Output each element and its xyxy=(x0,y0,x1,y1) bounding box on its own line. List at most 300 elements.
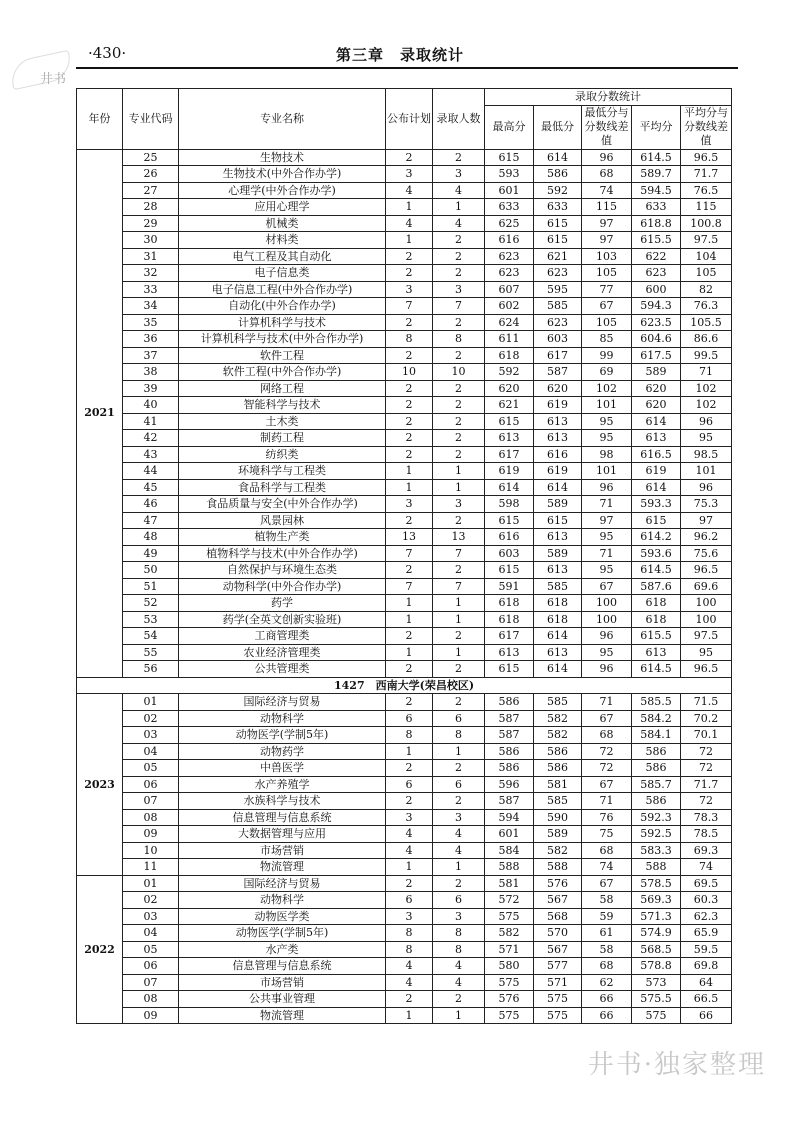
max-cell: 615 xyxy=(485,149,534,166)
avg-diff-cell: 69.6 xyxy=(681,578,732,595)
max-cell: 587 xyxy=(485,793,534,810)
min-diff-cell: 95 xyxy=(582,529,632,546)
min-cell: 614 xyxy=(534,149,582,166)
code-cell: 54 xyxy=(123,628,179,645)
name-cell: 工商管理类 xyxy=(179,628,386,645)
name-cell: 软件工程(中外合作办学) xyxy=(179,364,386,381)
section-row xyxy=(77,677,732,694)
table-row xyxy=(77,413,732,430)
admitted-cell: 1 xyxy=(433,1007,485,1024)
min-cell: 615 xyxy=(534,232,582,249)
avg-cell: 618.8 xyxy=(632,215,681,232)
min-diff-cell: 96 xyxy=(582,661,632,678)
header-max: 最高分 xyxy=(485,105,534,149)
admitted-cell: 2 xyxy=(433,232,485,249)
name-cell: 生物技术(中外合作办学) xyxy=(179,166,386,183)
table-row xyxy=(77,545,732,562)
avg-diff-cell: 100 xyxy=(681,595,732,612)
avg-cell: 623 xyxy=(632,265,681,282)
min-diff-cell: 67 xyxy=(582,710,632,727)
min-cell: 581 xyxy=(534,776,582,793)
max-cell: 618 xyxy=(485,611,534,628)
year-cell: 2021 xyxy=(77,149,123,677)
max-cell: 633 xyxy=(485,199,534,216)
avg-diff-cell: 115 xyxy=(681,199,732,216)
min-diff-cell: 67 xyxy=(582,578,632,595)
avg-diff-cell: 95 xyxy=(681,430,732,447)
code-cell: 09 xyxy=(123,1007,179,1024)
name-cell: 动物科学 xyxy=(179,892,386,909)
admitted-cell: 2 xyxy=(433,397,485,414)
avg-diff-cell: 105.5 xyxy=(681,314,732,331)
name-cell: 土木类 xyxy=(179,413,386,430)
publisher-logo: 井书 xyxy=(40,72,67,87)
max-cell: 613 xyxy=(485,430,534,447)
name-cell: 动物科学(中外合作办学) xyxy=(179,578,386,595)
min-diff-cell: 74 xyxy=(582,182,632,199)
table-row xyxy=(77,314,732,331)
plan-cell: 3 xyxy=(386,496,433,513)
name-cell: 大数据管理与应用 xyxy=(179,826,386,843)
code-cell: 02 xyxy=(123,892,179,909)
min-cell: 595 xyxy=(534,281,582,298)
admitted-cell: 2 xyxy=(433,446,485,463)
admitted-cell: 2 xyxy=(433,628,485,645)
name-cell: 计算机科学与技术 xyxy=(179,314,386,331)
avg-cell: 584.2 xyxy=(632,710,681,727)
plan-cell: 1 xyxy=(386,611,433,628)
name-cell: 信息管理与信息系统 xyxy=(179,809,386,826)
code-cell: 43 xyxy=(123,446,179,463)
min-diff-cell: 85 xyxy=(582,331,632,348)
max-cell: 575 xyxy=(485,1007,534,1024)
min-diff-cell: 71 xyxy=(582,545,632,562)
min-cell: 620 xyxy=(534,380,582,397)
avg-cell: 592.3 xyxy=(632,809,681,826)
name-cell: 纺织类 xyxy=(179,446,386,463)
year-cell: 2022 xyxy=(77,875,123,1024)
name-cell: 应用心理学 xyxy=(179,199,386,216)
avg-cell: 573 xyxy=(632,974,681,991)
avg-diff-cell: 66.5 xyxy=(681,991,732,1008)
plan-cell: 4 xyxy=(386,974,433,991)
min-diff-cell: 76 xyxy=(582,809,632,826)
name-cell: 动物医学(学制5年) xyxy=(179,925,386,942)
table-row xyxy=(77,430,732,447)
plan-cell: 2 xyxy=(386,446,433,463)
name-cell: 植物科学与技术(中外合作办学) xyxy=(179,545,386,562)
max-cell: 624 xyxy=(485,314,534,331)
name-cell: 心理学(中外合作办学) xyxy=(179,182,386,199)
plan-cell: 7 xyxy=(386,545,433,562)
avg-cell: 593.3 xyxy=(632,496,681,513)
admitted-cell: 2 xyxy=(433,991,485,1008)
min-diff-cell: 97 xyxy=(582,512,632,529)
min-cell: 633 xyxy=(534,199,582,216)
plan-cell: 1 xyxy=(386,232,433,249)
avg-cell: 615 xyxy=(632,512,681,529)
plan-cell: 2 xyxy=(386,991,433,1008)
plan-cell: 1 xyxy=(386,644,433,661)
header-avg-diff: 平均分与分数线差值 xyxy=(681,105,732,149)
page-number: ·430· xyxy=(88,44,127,62)
avg-cell: 593.6 xyxy=(632,545,681,562)
avg-diff-cell: 71.7 xyxy=(681,776,732,793)
plan-cell: 6 xyxy=(386,710,433,727)
avg-diff-cell: 96.5 xyxy=(681,661,732,678)
min-diff-cell: 75 xyxy=(582,826,632,843)
avg-cell: 589 xyxy=(632,364,681,381)
name-cell: 市场营销 xyxy=(179,842,386,859)
min-diff-cell: 95 xyxy=(582,413,632,430)
plan-cell: 4 xyxy=(386,182,433,199)
plan-cell: 2 xyxy=(386,562,433,579)
min-cell: 616 xyxy=(534,446,582,463)
min-cell: 615 xyxy=(534,215,582,232)
min-cell: 568 xyxy=(534,908,582,925)
name-cell: 公共事业管理 xyxy=(179,991,386,1008)
avg-diff-cell: 69.8 xyxy=(681,958,732,975)
admitted-cell: 1 xyxy=(433,463,485,480)
avg-diff-cell: 82 xyxy=(681,281,732,298)
table-row xyxy=(77,479,732,496)
code-cell: 09 xyxy=(123,826,179,843)
name-cell: 动物医学类 xyxy=(179,908,386,925)
avg-diff-cell: 70.2 xyxy=(681,710,732,727)
plan-cell: 3 xyxy=(386,908,433,925)
min-diff-cell: 103 xyxy=(582,248,632,265)
code-cell: 25 xyxy=(123,149,179,166)
min-diff-cell: 115 xyxy=(582,199,632,216)
avg-diff-cell: 62.3 xyxy=(681,908,732,925)
avg-cell: 586 xyxy=(632,743,681,760)
min-diff-cell: 68 xyxy=(582,166,632,183)
footer-watermark: 井书·独家整理 xyxy=(587,1050,766,1080)
admitted-cell: 10 xyxy=(433,364,485,381)
plan-cell: 6 xyxy=(386,892,433,909)
name-cell: 植物生产类 xyxy=(179,529,386,546)
admitted-cell: 4 xyxy=(433,826,485,843)
admitted-cell: 2 xyxy=(433,248,485,265)
max-cell: 596 xyxy=(485,776,534,793)
plan-cell: 1 xyxy=(386,859,433,876)
avg-cell: 569.3 xyxy=(632,892,681,909)
min-diff-cell: 72 xyxy=(582,760,632,777)
table-row xyxy=(77,397,732,414)
max-cell: 625 xyxy=(485,215,534,232)
max-cell: 616 xyxy=(485,232,534,249)
code-cell: 50 xyxy=(123,562,179,579)
plan-cell: 8 xyxy=(386,727,433,744)
max-cell: 593 xyxy=(485,166,534,183)
name-cell: 中兽医学 xyxy=(179,760,386,777)
max-cell: 591 xyxy=(485,578,534,595)
min-diff-cell: 58 xyxy=(582,941,632,958)
plan-cell: 8 xyxy=(386,941,433,958)
avg-diff-cell: 72 xyxy=(681,793,732,810)
max-cell: 611 xyxy=(485,331,534,348)
avg-cell: 586 xyxy=(632,760,681,777)
table-row xyxy=(77,727,732,744)
avg-diff-cell: 66 xyxy=(681,1007,732,1024)
min-cell: 614 xyxy=(534,628,582,645)
code-cell: 11 xyxy=(123,859,179,876)
admitted-cell: 2 xyxy=(433,793,485,810)
code-cell: 07 xyxy=(123,974,179,991)
min-diff-cell: 58 xyxy=(582,892,632,909)
plan-cell: 1 xyxy=(386,1007,433,1024)
name-cell: 农业经济管理类 xyxy=(179,644,386,661)
avg-diff-cell: 97 xyxy=(681,512,732,529)
avg-diff-cell: 102 xyxy=(681,380,732,397)
name-cell: 信息管理与信息系统 xyxy=(179,958,386,975)
code-cell: 29 xyxy=(123,215,179,232)
min-diff-cell: 100 xyxy=(582,611,632,628)
code-cell: 55 xyxy=(123,644,179,661)
min-diff-cell: 96 xyxy=(582,628,632,645)
avg-cell: 614.5 xyxy=(632,562,681,579)
name-cell: 生物技术 xyxy=(179,149,386,166)
code-cell: 10 xyxy=(123,842,179,859)
min-cell: 585 xyxy=(534,298,582,315)
plan-cell: 8 xyxy=(386,331,433,348)
min-cell: 621 xyxy=(534,248,582,265)
table-row xyxy=(77,463,732,480)
code-cell: 03 xyxy=(123,727,179,744)
plan-cell: 2 xyxy=(386,628,433,645)
code-cell: 06 xyxy=(123,776,179,793)
name-cell: 环境科学与工程类 xyxy=(179,463,386,480)
avg-cell: 614.5 xyxy=(632,661,681,678)
min-cell: 623 xyxy=(534,265,582,282)
admitted-cell: 3 xyxy=(433,908,485,925)
min-cell: 571 xyxy=(534,974,582,991)
max-cell: 586 xyxy=(485,760,534,777)
plan-cell: 2 xyxy=(386,314,433,331)
max-cell: 619 xyxy=(485,463,534,480)
header-stats-group: 录取分数统计 xyxy=(485,89,732,106)
admitted-cell: 2 xyxy=(433,661,485,678)
plan-cell: 3 xyxy=(386,166,433,183)
avg-diff-cell: 69.5 xyxy=(681,875,732,892)
max-cell: 615 xyxy=(485,661,534,678)
code-cell: 08 xyxy=(123,809,179,826)
admitted-cell: 4 xyxy=(433,958,485,975)
table-row xyxy=(77,875,732,892)
plan-cell: 2 xyxy=(386,265,433,282)
header-plan: 公布计划 xyxy=(386,89,433,150)
max-cell: 571 xyxy=(485,941,534,958)
min-cell: 585 xyxy=(534,793,582,810)
plan-cell: 2 xyxy=(386,694,433,711)
name-cell: 电子信息工程(中外合作办学) xyxy=(179,281,386,298)
max-cell: 586 xyxy=(485,694,534,711)
plan-cell: 2 xyxy=(386,380,433,397)
min-cell: 575 xyxy=(534,1007,582,1024)
code-cell: 03 xyxy=(123,908,179,925)
code-cell: 52 xyxy=(123,595,179,612)
avg-cell: 620 xyxy=(632,380,681,397)
admitted-cell: 2 xyxy=(433,347,485,364)
min-cell: 590 xyxy=(534,809,582,826)
plan-cell: 1 xyxy=(386,463,433,480)
table-row xyxy=(77,958,732,975)
avg-cell: 585.5 xyxy=(632,694,681,711)
admitted-cell: 1 xyxy=(433,479,485,496)
max-cell: 592 xyxy=(485,364,534,381)
name-cell: 物流管理 xyxy=(179,1007,386,1024)
max-cell: 620 xyxy=(485,380,534,397)
avg-cell: 594.3 xyxy=(632,298,681,315)
avg-cell: 585.7 xyxy=(632,776,681,793)
name-cell: 智能科学与技术 xyxy=(179,397,386,414)
name-cell: 食品科学与工程类 xyxy=(179,479,386,496)
code-cell: 05 xyxy=(123,941,179,958)
min-cell: 585 xyxy=(534,694,582,711)
avg-cell: 571.3 xyxy=(632,908,681,925)
max-cell: 617 xyxy=(485,446,534,463)
min-diff-cell: 101 xyxy=(582,397,632,414)
admitted-cell: 6 xyxy=(433,892,485,909)
avg-diff-cell: 98.5 xyxy=(681,446,732,463)
code-cell: 26 xyxy=(123,166,179,183)
avg-diff-cell: 86.6 xyxy=(681,331,732,348)
avg-cell: 586 xyxy=(632,793,681,810)
min-cell: 613 xyxy=(534,644,582,661)
avg-cell: 618 xyxy=(632,611,681,628)
table-row xyxy=(77,149,732,166)
code-cell: 40 xyxy=(123,397,179,414)
avg-diff-cell: 71 xyxy=(681,364,732,381)
table-row xyxy=(77,265,732,282)
avg-diff-cell: 96.5 xyxy=(681,562,732,579)
avg-cell: 614.2 xyxy=(632,529,681,546)
admitted-cell: 2 xyxy=(433,314,485,331)
avg-diff-cell: 104 xyxy=(681,248,732,265)
max-cell: 607 xyxy=(485,281,534,298)
min-diff-cell: 61 xyxy=(582,925,632,942)
avg-cell: 633 xyxy=(632,199,681,216)
plan-cell: 1 xyxy=(386,743,433,760)
name-cell: 水产类 xyxy=(179,941,386,958)
name-cell: 动物医学(学制5年) xyxy=(179,727,386,744)
min-cell: 586 xyxy=(534,760,582,777)
max-cell: 615 xyxy=(485,562,534,579)
min-diff-cell: 67 xyxy=(582,298,632,315)
plan-cell: 3 xyxy=(386,281,433,298)
avg-cell: 584.1 xyxy=(632,727,681,744)
admitted-cell: 3 xyxy=(433,809,485,826)
avg-diff-cell: 100 xyxy=(681,611,732,628)
min-cell: 615 xyxy=(534,512,582,529)
avg-diff-cell: 100.8 xyxy=(681,215,732,232)
min-diff-cell: 59 xyxy=(582,908,632,925)
min-diff-cell: 71 xyxy=(582,496,632,513)
admitted-cell: 2 xyxy=(433,265,485,282)
avg-cell: 578.5 xyxy=(632,875,681,892)
avg-diff-cell: 78.3 xyxy=(681,809,732,826)
code-cell: 45 xyxy=(123,479,179,496)
avg-diff-cell: 60.3 xyxy=(681,892,732,909)
name-cell: 市场营销 xyxy=(179,974,386,991)
table-row xyxy=(77,661,732,678)
code-cell: 37 xyxy=(123,347,179,364)
avg-diff-cell: 78.5 xyxy=(681,826,732,843)
table-row xyxy=(77,512,732,529)
section-label: 1427 西南大学(荣昌校区) xyxy=(77,677,732,694)
min-diff-cell: 77 xyxy=(582,281,632,298)
max-cell: 584 xyxy=(485,842,534,859)
min-cell: 613 xyxy=(534,413,582,430)
name-cell: 制药工程 xyxy=(179,430,386,447)
admitted-cell: 1 xyxy=(433,595,485,612)
max-cell: 588 xyxy=(485,859,534,876)
admitted-cell: 3 xyxy=(433,496,485,513)
avg-cell: 592.5 xyxy=(632,826,681,843)
avg-cell: 589.7 xyxy=(632,166,681,183)
name-cell: 机械类 xyxy=(179,215,386,232)
admitted-cell: 8 xyxy=(433,925,485,942)
code-cell: 04 xyxy=(123,743,179,760)
min-cell: 567 xyxy=(534,941,582,958)
plan-cell: 3 xyxy=(386,809,433,826)
name-cell: 水产养殖学 xyxy=(179,776,386,793)
plan-cell: 2 xyxy=(386,793,433,810)
min-cell: 567 xyxy=(534,892,582,909)
max-cell: 576 xyxy=(485,991,534,1008)
header-avg: 平均分 xyxy=(632,105,681,149)
avg-cell: 619 xyxy=(632,463,681,480)
admitted-cell: 1 xyxy=(433,859,485,876)
min-diff-cell: 71 xyxy=(582,694,632,711)
max-cell: 581 xyxy=(485,875,534,892)
code-cell: 39 xyxy=(123,380,179,397)
plan-cell: 2 xyxy=(386,413,433,430)
min-diff-cell: 98 xyxy=(582,446,632,463)
min-diff-cell: 97 xyxy=(582,232,632,249)
name-cell: 食品质量与安全(中外合作办学) xyxy=(179,496,386,513)
code-cell: 47 xyxy=(123,512,179,529)
min-cell: 589 xyxy=(534,545,582,562)
admitted-cell: 2 xyxy=(433,875,485,892)
max-cell: 598 xyxy=(485,496,534,513)
min-diff-cell: 101 xyxy=(582,463,632,480)
code-cell: 41 xyxy=(123,413,179,430)
code-cell: 06 xyxy=(123,958,179,975)
admitted-cell: 4 xyxy=(433,842,485,859)
name-cell: 材料类 xyxy=(179,232,386,249)
plan-cell: 8 xyxy=(386,925,433,942)
table-row xyxy=(77,562,732,579)
table-row xyxy=(77,859,732,876)
avg-cell: 613 xyxy=(632,430,681,447)
plan-cell: 13 xyxy=(386,529,433,546)
avg-cell: 615.5 xyxy=(632,232,681,249)
code-cell: 34 xyxy=(123,298,179,315)
min-diff-cell: 95 xyxy=(582,430,632,447)
avg-diff-cell: 105 xyxy=(681,265,732,282)
name-cell: 电子信息类 xyxy=(179,265,386,282)
plan-cell: 4 xyxy=(386,826,433,843)
admitted-cell: 1 xyxy=(433,611,485,628)
admitted-cell: 2 xyxy=(433,562,485,579)
table-row xyxy=(77,298,732,315)
min-diff-cell: 72 xyxy=(582,743,632,760)
avg-cell: 588 xyxy=(632,859,681,876)
table-row xyxy=(77,364,732,381)
avg-cell: 604.6 xyxy=(632,331,681,348)
avg-cell: 594.5 xyxy=(632,182,681,199)
